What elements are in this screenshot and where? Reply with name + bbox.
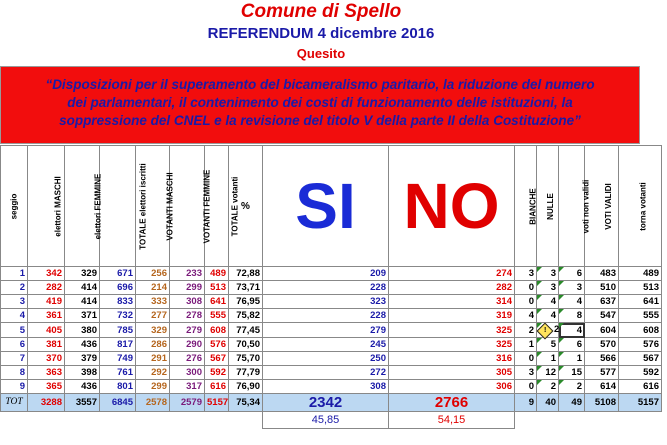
cell-elettori-femmine[interactable]: 436: [65, 380, 100, 394]
cell-elettori-femmine[interactable]: 380: [65, 323, 100, 338]
cell-totale-elettori[interactable]: 801: [100, 380, 136, 394]
cell-torna-votanti[interactable]: 555: [619, 309, 662, 323]
cell-seggio[interactable]: 4: [1, 309, 28, 323]
table-row: [1, 281, 662, 295]
cell-votanti-maschi[interactable]: 286: [136, 338, 170, 352]
results-table: [0, 145, 662, 429]
cell-votanti-maschi[interactable]: 329: [136, 323, 170, 338]
cell-nulle[interactable]: 12: [537, 366, 559, 380]
cell-elettori-femmine[interactable]: 414: [65, 281, 100, 295]
cell-bianche[interactable]: 3: [515, 366, 537, 380]
cell-elettori-maschi[interactable]: 370: [28, 352, 65, 366]
table-row: [1, 380, 662, 394]
cell-bianche[interactable]: 0: [515, 380, 537, 394]
cell-elettori-maschi[interactable]: 381: [28, 338, 65, 352]
col-seggio: seggio: [1, 146, 28, 267]
cell-si[interactable]: 272: [263, 366, 389, 380]
header-row: [1, 146, 662, 267]
cell-totale-elettori[interactable]: 696: [100, 281, 136, 295]
cell-voti-validi[interactable]: 483: [585, 267, 619, 281]
cell-nulle[interactable]: 4: [537, 295, 559, 309]
cell-bianche[interactable]: 0: [515, 295, 537, 309]
cell-voti-validi[interactable]: 604: [585, 323, 619, 338]
cell-percent[interactable]: 73,71: [229, 281, 263, 295]
cell-seggio[interactable]: 2: [1, 281, 28, 295]
cell-votanti-maschi[interactable]: 277: [136, 309, 170, 323]
cell-voti-non-validi[interactable]: 6: [559, 338, 585, 352]
cell-totale-votanti[interactable]: 513: [205, 281, 229, 295]
cell-seggio[interactable]: 3: [1, 295, 28, 309]
cell-voti-non-validi[interactable]: 3: [559, 281, 585, 295]
col-voti-non-validi: voti non validi: [559, 146, 585, 267]
cell-totale-votanti[interactable]: 567: [205, 352, 229, 366]
total-nulle[interactable]: 40: [537, 394, 559, 412]
total-voti-non-validi[interactable]: 49: [559, 394, 585, 412]
empty-cell: [65, 412, 100, 429]
empty-cell: [100, 412, 136, 429]
cell-totale-elettori[interactable]: 785: [100, 323, 136, 338]
percent-si: 45,85: [263, 412, 389, 429]
col-elettori-maschi: elettori MASCHI: [28, 146, 65, 267]
warning-icon[interactable]: !: [537, 323, 554, 340]
cell-si[interactable]: 245: [263, 338, 389, 352]
total-label[interactable]: TOT: [1, 394, 28, 412]
empty-cell: [28, 412, 65, 429]
cell-totale-elettori[interactable]: 817: [100, 338, 136, 352]
total-bianche[interactable]: 9: [515, 394, 537, 412]
cell-voti-validi[interactable]: 570: [585, 338, 619, 352]
cell-voti-validi[interactable]: 547: [585, 309, 619, 323]
cell-elettori-maschi[interactable]: 282: [28, 281, 65, 295]
empty-cell: [537, 412, 559, 429]
cell-voti-non-validi[interactable]: 1: [559, 352, 585, 366]
total-elettori-femmine[interactable]: 3557: [65, 394, 100, 412]
table-row: [1, 295, 662, 309]
cell-no[interactable]: 319: [389, 309, 515, 323]
empty-cell: [229, 412, 263, 429]
col-nulle: NULLE: [537, 146, 559, 267]
total-no[interactable]: 2766: [389, 394, 515, 412]
col-totale-elettori: TOTALE elettori iscritti: [100, 146, 136, 267]
cell-voti-validi[interactable]: 577: [585, 366, 619, 380]
cell-nulle[interactable]: 5: [537, 338, 559, 352]
cell-elettori-maschi[interactable]: 342: [28, 267, 65, 281]
cell-votanti-maschi[interactable]: 256: [136, 267, 170, 281]
cell-totale-elettori[interactable]: 671: [100, 267, 136, 281]
cell-percent[interactable]: 72,88: [229, 267, 263, 281]
cell-torna-votanti[interactable]: 616: [619, 380, 662, 394]
cell-votanti-femmine[interactable]: 300: [170, 366, 205, 380]
col-percent: %: [229, 146, 263, 267]
cell-torna-votanti[interactable]: 608: [619, 323, 662, 338]
cell-votanti-maschi[interactable]: 299: [136, 380, 170, 394]
cell-bianche[interactable]: 4: [515, 309, 537, 323]
cell-percent[interactable]: 70,50: [229, 338, 263, 352]
cell-votanti-maschi[interactable]: 214: [136, 281, 170, 295]
cell-no[interactable]: 282: [389, 281, 515, 295]
cell-no[interactable]: 314: [389, 295, 515, 309]
col-votanti-maschi: VOTANTI MASCHI: [136, 146, 170, 267]
cell-voti-non-validi[interactable]: 8: [559, 309, 585, 323]
cell-elettori-maschi[interactable]: 363: [28, 366, 65, 380]
total-percent[interactable]: 75,34: [229, 394, 263, 412]
percent-no: 54,15: [389, 412, 515, 429]
cell-totale-elettori[interactable]: 761: [100, 366, 136, 380]
cell-votanti-maschi[interactable]: 333: [136, 295, 170, 309]
cell-votanti-femmine[interactable]: 276: [170, 352, 205, 366]
cell-no[interactable]: 325: [389, 323, 515, 338]
col-totale-votanti: TOTALE votanti: [205, 146, 229, 267]
cell-no[interactable]: 306: [389, 380, 515, 394]
banner-line-1: “Disposizioni per il superamento del bicameralismo paritario, la riduzione del numero: [45, 77, 595, 92]
cell-si[interactable]: 308: [263, 380, 389, 394]
cell-percent[interactable]: 75,82: [229, 309, 263, 323]
cell-elettori-maschi[interactable]: 419: [28, 295, 65, 309]
cell-si[interactable]: 323: [263, 295, 389, 309]
col-votanti-femmine: VOTANTI FEMMINE: [170, 146, 205, 267]
empty-cell: [619, 412, 662, 429]
question-banner: [0, 66, 640, 144]
page-title: Comune di Spello: [240, 1, 402, 22]
cell-votanti-femmine[interactable]: 278: [170, 309, 205, 323]
cell-elettori-femmine[interactable]: 414: [65, 295, 100, 309]
cell-totale-votanti[interactable]: 576: [205, 338, 229, 352]
cell-percent[interactable]: 77,79: [229, 366, 263, 380]
cell-votanti-maschi[interactable]: 292: [136, 366, 170, 380]
cell-totale-elettori[interactable]: 749: [100, 352, 136, 366]
col-si: SI: [263, 146, 389, 267]
total-voti-validi[interactable]: 5108: [585, 394, 619, 412]
cell-elettori-femmine[interactable]: 398: [65, 366, 100, 380]
percentages-row: [1, 412, 662, 429]
cell-seggio[interactable]: 7: [1, 352, 28, 366]
cell-nulle[interactable]: 2: [537, 380, 559, 394]
cell-votanti-femmine[interactable]: 308: [170, 295, 205, 309]
banner-line-3: soppressione del CNEL e la revisione del titolo V della parte II della Costituzione”: [59, 113, 581, 128]
empty-cell: [559, 412, 585, 429]
cell-elettori-maschi[interactable]: 365: [28, 380, 65, 394]
cell-no[interactable]: 316: [389, 352, 515, 366]
cell-percent[interactable]: 76,90: [229, 380, 263, 394]
cell-seggio[interactable]: 5: [1, 323, 28, 338]
empty-cell: [170, 412, 205, 429]
cell-seggio[interactable]: 6: [1, 338, 28, 352]
cell-totale-votanti[interactable]: 555: [205, 309, 229, 323]
cell-torna-votanti[interactable]: 576: [619, 338, 662, 352]
table-row: [1, 338, 662, 352]
cell-votanti-femmine[interactable]: 299: [170, 281, 205, 295]
cell-percent[interactable]: 77,45: [229, 323, 263, 338]
quesito-label: Quesito: [296, 46, 346, 61]
total-si[interactable]: 2342: [263, 394, 389, 412]
cell-torna-votanti[interactable]: 513: [619, 281, 662, 295]
cell-votanti-femmine[interactable]: 233: [170, 267, 205, 281]
col-no: NO: [389, 146, 515, 267]
table-row: [1, 267, 662, 281]
cell-no[interactable]: 274: [389, 267, 515, 281]
col-voti-validi: VOTI VALIDI: [585, 146, 619, 267]
cell-bianche[interactable]: 1: [515, 338, 537, 352]
cell-voti-non-validi[interactable]: 2: [559, 380, 585, 394]
cell-elettori-femmine[interactable]: 371: [65, 309, 100, 323]
cell-totale-votanti[interactable]: 641: [205, 295, 229, 309]
cell-nulle[interactable]: ! 2: [537, 323, 559, 338]
cell-voti-non-validi[interactable]: 6: [559, 267, 585, 281]
cell-bianche[interactable]: 2: [515, 323, 537, 338]
cell-si[interactable]: 228: [263, 281, 389, 295]
cell-totale-elettori[interactable]: 732: [100, 309, 136, 323]
cell-voti-validi[interactable]: 614: [585, 380, 619, 394]
cell-seggio[interactable]: 8: [1, 366, 28, 380]
cell-torna-votanti[interactable]: 567: [619, 352, 662, 366]
cell-torna-votanti[interactable]: 592: [619, 366, 662, 380]
cell-elettori-femmine[interactable]: 436: [65, 338, 100, 352]
cell-si[interactable]: 279: [263, 323, 389, 338]
table-row: [1, 366, 662, 380]
cell-nulle[interactable]: 4: [537, 309, 559, 323]
total-votanti-maschi[interactable]: 2578: [136, 394, 170, 412]
total-elettori-maschi[interactable]: 3288: [28, 394, 65, 412]
cell-torna-votanti[interactable]: 489: [619, 267, 662, 281]
cell-votanti-femmine[interactable]: 279: [170, 323, 205, 338]
col-bianche: BIANCHE: [515, 146, 537, 267]
empty-cell: [205, 412, 229, 429]
cell-elettori-maschi[interactable]: 361: [28, 309, 65, 323]
empty-cell: [136, 412, 170, 429]
cell-nulle[interactable]: 1: [537, 352, 559, 366]
cell-si[interactable]: 228: [263, 309, 389, 323]
cell-seggio[interactable]: 1: [1, 267, 28, 281]
cell-si[interactable]: 209: [263, 267, 389, 281]
table-row: [1, 352, 662, 366]
empty-cell: [515, 412, 537, 429]
total-elettori[interactable]: 6845: [100, 394, 136, 412]
cell-totale-elettori[interactable]: 833: [100, 295, 136, 309]
cell-votanti-femmine[interactable]: 317: [170, 380, 205, 394]
cell-totale-votanti[interactable]: 592: [205, 366, 229, 380]
cell-voti-validi[interactable]: 637: [585, 295, 619, 309]
cell-totale-votanti[interactable]: 608: [205, 323, 229, 338]
cell-voti-validi[interactable]: 510: [585, 281, 619, 295]
cell-nulle[interactable]: 3: [537, 267, 559, 281]
table-row: [1, 323, 662, 338]
cell-torna-votanti[interactable]: 641: [619, 295, 662, 309]
cell-elettori-maschi[interactable]: 405: [28, 323, 65, 338]
cell-seggio[interactable]: 9: [1, 380, 28, 394]
cell-voti-validi[interactable]: 566: [585, 352, 619, 366]
cell-voti-non-validi[interactable]: 4: [559, 295, 585, 309]
cell-voti-non-validi[interactable]: 15: [559, 366, 585, 380]
empty-cell: [585, 412, 619, 429]
cell-si[interactable]: 250: [263, 352, 389, 366]
cell-votanti-femmine[interactable]: 290: [170, 338, 205, 352]
cell-elettori-femmine[interactable]: 329: [65, 267, 100, 281]
cell-voti-non-validi[interactable]: 4: [559, 323, 585, 338]
cell-percent[interactable]: 76,95: [229, 295, 263, 309]
cell-bianche[interactable]: 3: [515, 267, 537, 281]
cell-elettori-femmine[interactable]: 379: [65, 352, 100, 366]
total-votanti-femmine[interactable]: 2579: [170, 394, 205, 412]
banner-line-2: dei parlamentari, il contenimento dei costi di funzionamento delle istituzioni, la: [67, 95, 573, 110]
col-elettori-femmine: elettori FEMMINE: [65, 146, 100, 267]
cell-bianche[interactable]: 0: [515, 281, 537, 295]
cell-totale-votanti[interactable]: 489: [205, 267, 229, 281]
cell-totale-votanti[interactable]: 616: [205, 380, 229, 394]
cell-votanti-maschi[interactable]: 291: [136, 352, 170, 366]
cell-nulle[interactable]: 3: [537, 281, 559, 295]
col-torna-votanti: torna votanti: [619, 146, 662, 267]
total-votanti[interactable]: 5157: [205, 394, 229, 412]
cell-bianche[interactable]: 0: [515, 352, 537, 366]
referendum-subtitle: REFERENDUM 4 dicembre 2016: [207, 25, 435, 42]
empty-cell: [1, 412, 28, 429]
totals-row: [1, 394, 662, 412]
cell-percent[interactable]: 75,70: [229, 352, 263, 366]
cell-no[interactable]: 305: [389, 366, 515, 380]
table-row: [1, 309, 662, 323]
total-torna-votanti[interactable]: 5157: [619, 394, 662, 412]
cell-no[interactable]: 325: [389, 338, 515, 352]
